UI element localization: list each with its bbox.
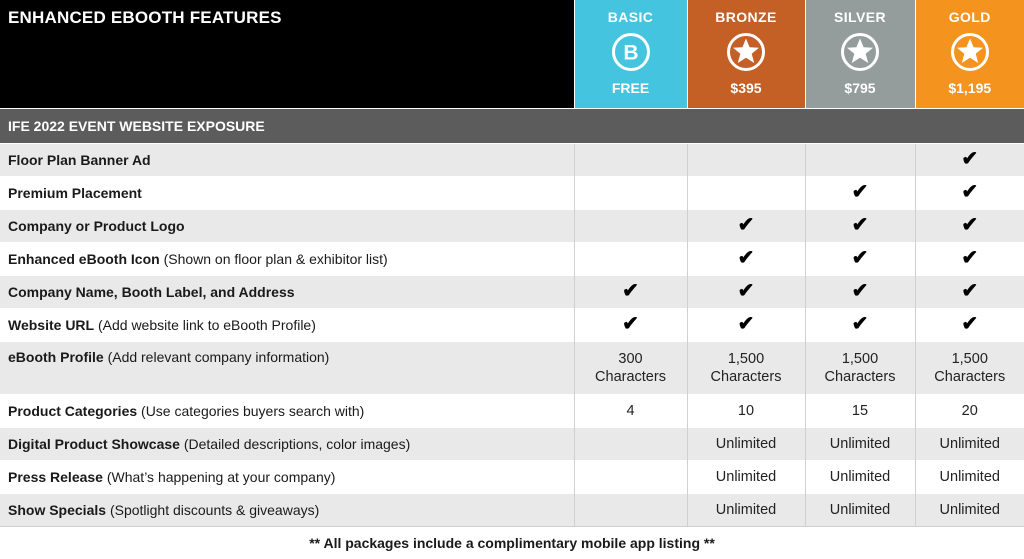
table-row xyxy=(0,461,1024,494)
feature-label xyxy=(0,461,574,494)
checkmark-icon xyxy=(805,276,915,309)
checkmark-icon xyxy=(805,309,915,342)
feature-note: (Add relevant company information) xyxy=(108,349,330,365)
feature-note: (Add website link to eBooth Profile) xyxy=(98,317,316,333)
checkmark-icon xyxy=(687,243,805,276)
footer-note: ** All packages include a complimentary mobile app listing ** xyxy=(0,527,1024,559)
star-icon xyxy=(840,32,880,72)
tier-price: $1,195 xyxy=(916,80,1024,96)
feature-name: Product Categories xyxy=(8,403,137,419)
tier-price: $795 xyxy=(806,80,915,96)
feature-value: Unlimited xyxy=(915,428,1024,461)
feature-note: (What’s happening at your company) xyxy=(107,469,336,485)
empty-cell xyxy=(687,144,805,177)
feature-value: Unlimited xyxy=(805,428,915,461)
checkmark-icon: ✔ xyxy=(738,214,755,236)
feature-value: 1,500 Characters xyxy=(805,342,915,395)
basic-letter-icon xyxy=(611,32,651,72)
checkmark-icon xyxy=(805,177,915,210)
section-title: IFE 2022 EVENT WEBSITE EXPOSURE xyxy=(0,109,1024,144)
checkmark-icon: ✔ xyxy=(961,247,978,269)
feature-note: (Spotlight discounts & giveaways) xyxy=(110,502,319,518)
feature-label xyxy=(0,494,574,527)
feature-label xyxy=(0,342,574,395)
checkmark-icon xyxy=(915,309,1024,342)
checkmark-icon: ✔ xyxy=(622,280,639,302)
feature-name: Website URL xyxy=(8,317,94,333)
empty-cell xyxy=(574,428,687,461)
section-header-row xyxy=(0,109,1024,144)
checkmark-icon: ✔ xyxy=(961,181,978,203)
table-row xyxy=(0,210,1024,243)
feature-value: Unlimited xyxy=(805,461,915,494)
footer-row xyxy=(0,527,1024,559)
empty-cell xyxy=(805,144,915,177)
checkmark-icon: ✔ xyxy=(852,181,869,203)
feature-label xyxy=(0,177,574,210)
checkmark-icon xyxy=(915,144,1024,177)
checkmark-icon: ✔ xyxy=(622,313,639,335)
table-row xyxy=(0,494,1024,527)
feature-value: Unlimited xyxy=(687,461,805,494)
feature-value: 300 Characters xyxy=(574,342,687,395)
checkmark-icon xyxy=(915,177,1024,210)
feature-note: (Use categories buyers search with) xyxy=(141,403,364,419)
star-icon xyxy=(726,32,766,72)
feature-value: 15 xyxy=(805,395,915,428)
empty-cell xyxy=(574,243,687,276)
checkmark-icon xyxy=(574,309,687,342)
table-row xyxy=(0,144,1024,177)
feature-value: 1,500 Characters xyxy=(915,342,1024,395)
tier-price: FREE xyxy=(575,80,687,96)
feature-name: Premium Placement xyxy=(8,185,142,201)
feature-name: Digital Product Showcase xyxy=(8,436,180,452)
empty-cell xyxy=(574,210,687,243)
header-row xyxy=(0,0,1024,109)
feature-value: 10 xyxy=(687,395,805,428)
table-row xyxy=(0,428,1024,461)
checkmark-icon xyxy=(574,276,687,309)
checkmark-icon xyxy=(915,243,1024,276)
tier-silver xyxy=(805,0,915,109)
feature-name: Show Specials xyxy=(8,502,106,518)
feature-label xyxy=(0,276,574,309)
page-title: ENHANCED EBOOTH FEATURES xyxy=(0,0,574,109)
feature-name: Press Release xyxy=(8,469,103,485)
tier-price: $395 xyxy=(688,80,805,96)
table-row xyxy=(0,395,1024,428)
checkmark-icon: ✔ xyxy=(961,280,978,302)
tier-name: SILVER xyxy=(806,0,915,25)
feature-name: Company or Product Logo xyxy=(8,218,185,234)
empty-cell xyxy=(687,177,805,210)
feature-label xyxy=(0,428,574,461)
tier-name: GOLD xyxy=(916,0,1024,25)
checkmark-icon: ✔ xyxy=(961,214,978,236)
feature-value: Unlimited xyxy=(805,494,915,527)
empty-cell xyxy=(574,144,687,177)
empty-cell xyxy=(574,177,687,210)
checkmark-icon: ✔ xyxy=(852,214,869,236)
tier-bronze xyxy=(687,0,805,109)
feature-value: 4 xyxy=(574,395,687,428)
star-icon xyxy=(950,32,990,72)
checkmark-icon: ✔ xyxy=(738,313,755,335)
feature-name: Company Name, Booth Label, and Address xyxy=(8,284,295,300)
table-row xyxy=(0,243,1024,276)
checkmark-icon xyxy=(915,276,1024,309)
svg-text:B: B xyxy=(623,42,638,65)
checkmark-icon: ✔ xyxy=(852,280,869,302)
checkmark-icon: ✔ xyxy=(961,313,978,335)
empty-cell xyxy=(574,494,687,527)
checkmark-icon xyxy=(687,210,805,243)
tier-gold xyxy=(915,0,1024,109)
table-row xyxy=(0,309,1024,342)
checkmark-icon xyxy=(687,276,805,309)
feature-value: Unlimited xyxy=(687,428,805,461)
feature-label xyxy=(0,243,574,276)
checkmark-icon xyxy=(687,309,805,342)
feature-label xyxy=(0,144,574,177)
table-row xyxy=(0,177,1024,210)
empty-cell xyxy=(574,461,687,494)
feature-label xyxy=(0,309,574,342)
checkmark-icon: ✔ xyxy=(738,280,755,302)
feature-rows xyxy=(0,144,1024,527)
feature-note: (Detailed descriptions, color images) xyxy=(184,436,410,452)
checkmark-icon xyxy=(805,210,915,243)
feature-name: Enhanced eBooth Icon xyxy=(8,251,160,267)
checkmark-icon xyxy=(915,210,1024,243)
feature-value: Unlimited xyxy=(687,494,805,527)
table-row xyxy=(0,276,1024,309)
tier-basic xyxy=(574,0,687,109)
checkmark-icon: ✔ xyxy=(738,247,755,269)
feature-name: Floor Plan Banner Ad xyxy=(8,152,151,168)
feature-label xyxy=(0,210,574,243)
feature-note: (Shown on floor plan & exhibitor list) xyxy=(164,251,388,267)
feature-value: 20 xyxy=(915,395,1024,428)
feature-name: eBooth Profile xyxy=(8,349,104,365)
table-row xyxy=(0,342,1024,395)
checkmark-icon: ✔ xyxy=(961,148,978,170)
checkmark-icon: ✔ xyxy=(852,247,869,269)
feature-label xyxy=(0,395,574,428)
tier-name: BASIC xyxy=(575,0,687,25)
feature-value: 1,500 Characters xyxy=(687,342,805,395)
checkmark-icon xyxy=(805,243,915,276)
tier-name: BRONZE xyxy=(688,0,805,25)
feature-value: Unlimited xyxy=(915,461,1024,494)
feature-value: Unlimited xyxy=(915,494,1024,527)
checkmark-icon: ✔ xyxy=(852,313,869,335)
